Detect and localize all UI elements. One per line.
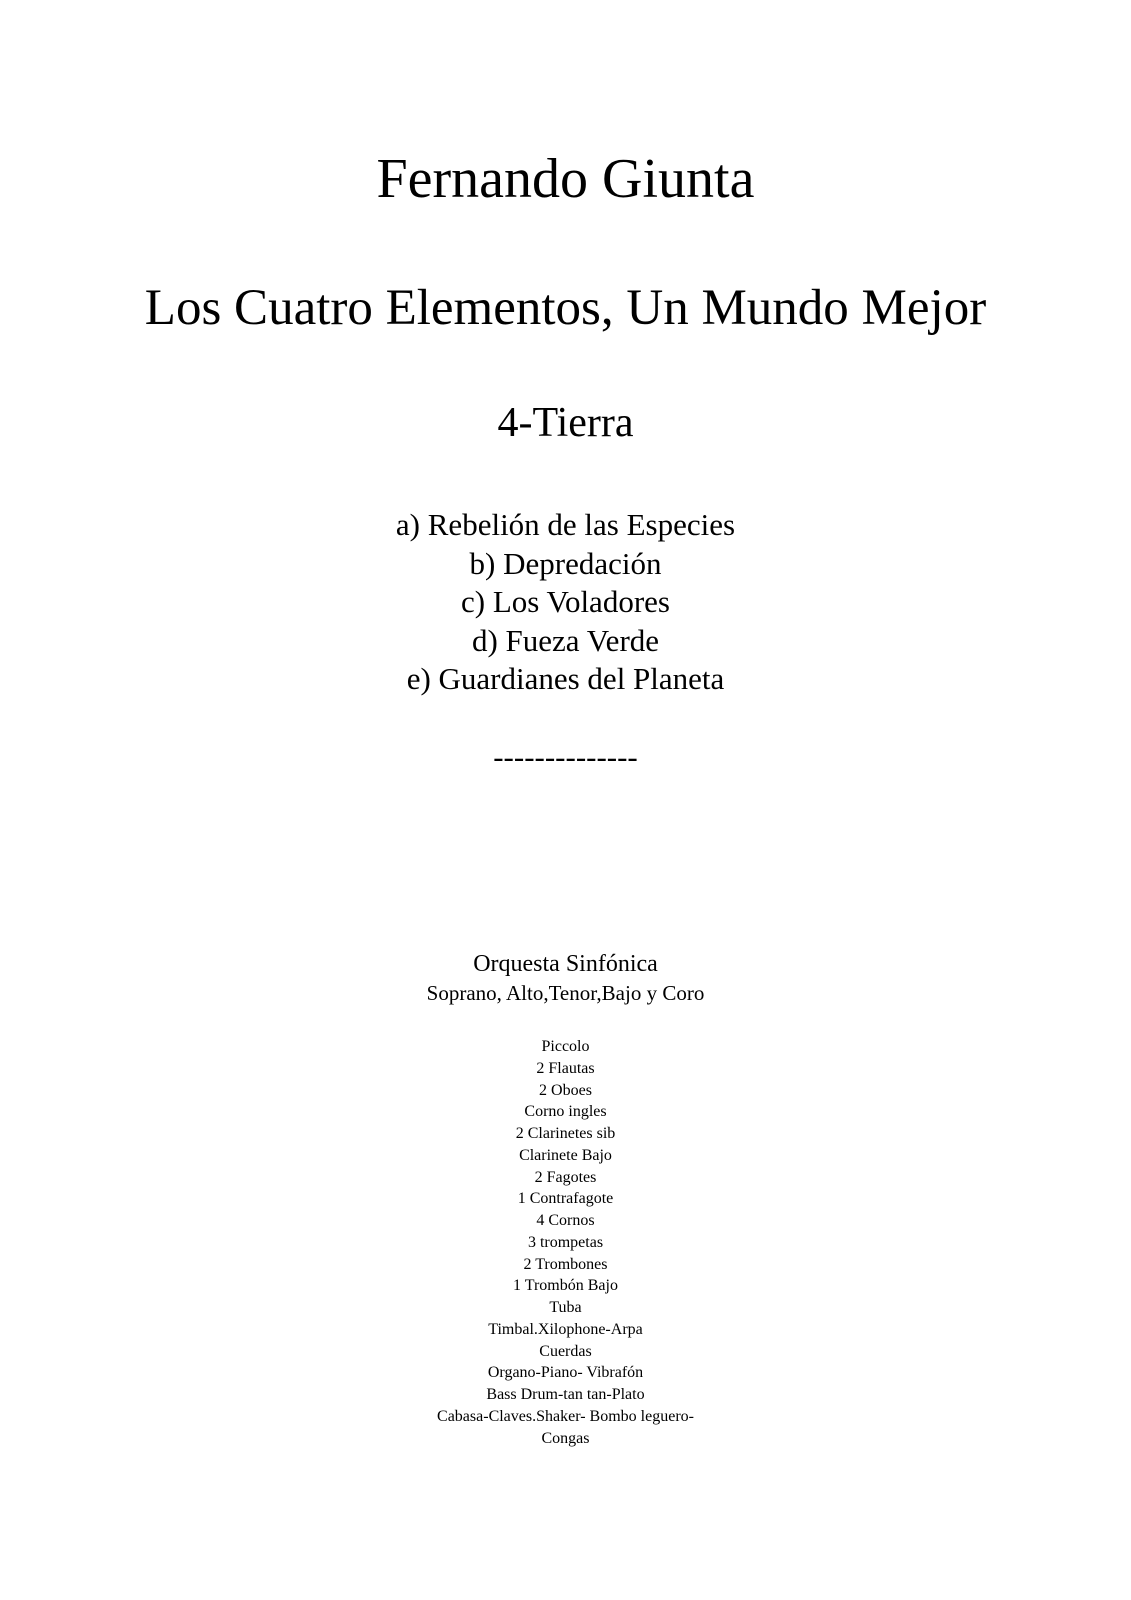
instrument-item: Cuerdas [539, 1342, 592, 1360]
instrument-item: 2 Flautas [536, 1059, 595, 1077]
section-item: c) Los Voladores [461, 584, 670, 619]
instrument-item: 3 trompetas [527, 1233, 604, 1251]
section-item: e) Guardianes del Planeta [406, 661, 725, 696]
instrument-item: Tuba [549, 1299, 582, 1316]
instrument-item: 1 Trombón Bajo [513, 1277, 618, 1295]
section-list [0, 506, 1131, 699]
instrument-item: 2 Clarinetes sib [515, 1125, 616, 1142]
instrument-item: Timbal.Xilophone-Arpa [488, 1320, 643, 1338]
instrument-item: 2 Fagotes [534, 1168, 597, 1186]
instrument-item: 4 Cornos [536, 1212, 595, 1229]
voices-label: Soprano, Alto,Tenor,Bajo y Coro [426, 981, 705, 1005]
instrument-item: Organo-Piano- Vibrafón [487, 1364, 644, 1382]
composer-name: Fernando Giunta [376, 148, 755, 210]
section-item: b) Depredación [469, 545, 662, 581]
instrument-item: 2 Oboes [539, 1081, 592, 1099]
movement-title: 4-Tierra [497, 400, 634, 446]
section-item: a) Rebelión de las Especies [395, 507, 736, 542]
ensemble-label: Orquesta Sinfónica [473, 951, 658, 977]
section-item: d) Fueza Verde [471, 622, 660, 658]
instrument-item: Cabasa-Claves.Shaker- Bombo leguero- [437, 1407, 694, 1425]
instrument-item: 2 Trombones [523, 1255, 608, 1273]
instrument-item: Bass Drum-tan tan-Plato [486, 1386, 645, 1403]
instrument-list [0, 1036, 1131, 1449]
instrument-item: Corno ingles [524, 1103, 607, 1121]
instrument-item: Piccolo [541, 1038, 590, 1055]
work-title: Los Cuatro Elementos, Un Mundo Mejor [144, 280, 987, 336]
divider-line: -------------- [493, 739, 638, 774]
instrument-item: Congas [541, 1429, 590, 1447]
instrument-item: 1 Contrafagote [517, 1190, 614, 1208]
instrument-item: Clarinete Bajo [519, 1146, 612, 1164]
